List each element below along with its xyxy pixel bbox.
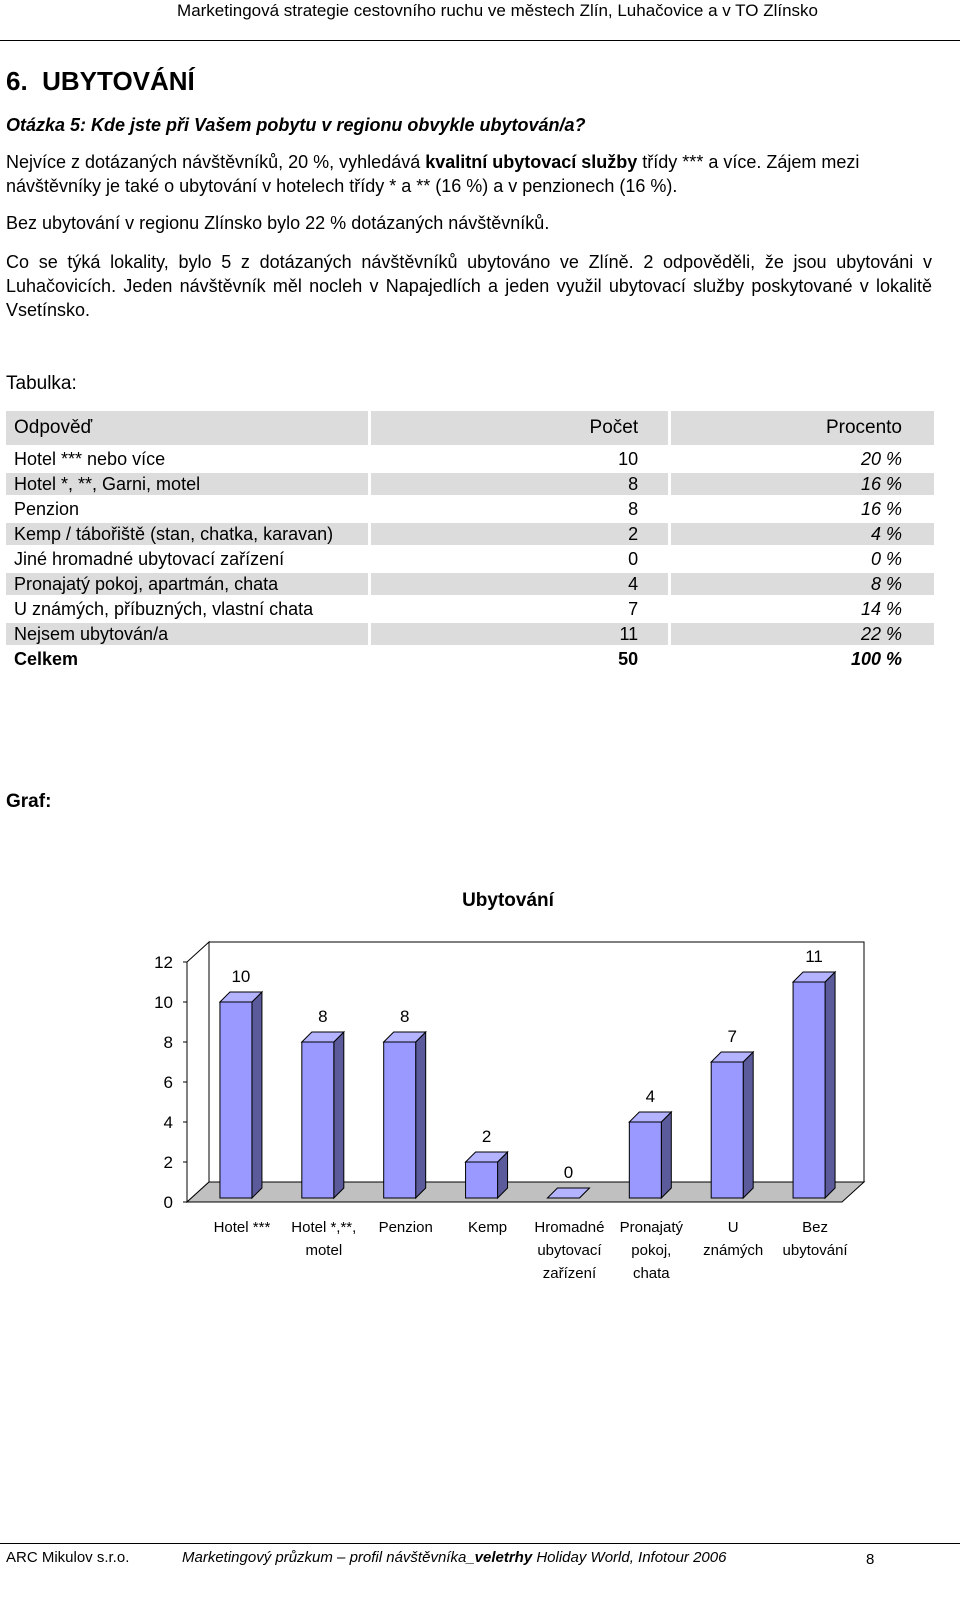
percent-cell: 16 % xyxy=(671,498,934,520)
table-row xyxy=(6,448,934,470)
x-tick-label: Hotel *,**, motel xyxy=(291,1219,357,1259)
count-cell: 2 xyxy=(371,523,668,545)
page-number: 8 xyxy=(866,1551,875,1568)
bar-side xyxy=(334,1032,344,1198)
column-header-answer: Odpověď xyxy=(6,411,368,445)
bar xyxy=(384,1042,416,1198)
answer-cell: U známých, příbuzných, vlastní chata xyxy=(6,598,368,620)
chart-floor xyxy=(187,1182,864,1202)
page-header xyxy=(0,0,960,41)
accommodation-bar-chart xyxy=(0,870,960,1310)
bar-side xyxy=(416,1032,426,1198)
table-row xyxy=(6,473,934,495)
bar xyxy=(302,1042,334,1198)
y-tick-label: 8 xyxy=(163,1033,173,1052)
survey-question: Otázka 5: Kde jste při Vašem pobytu v regionu obvykle ubytován/a? xyxy=(6,115,586,135)
count-cell: 10 xyxy=(371,448,668,470)
bar-side xyxy=(252,992,262,1198)
percent-cell: 4 % xyxy=(671,523,934,545)
x-tick-label: Bez ubytování xyxy=(782,1219,848,1259)
chart-label: Graf: xyxy=(6,791,52,812)
count-cell: 4 xyxy=(371,573,668,595)
table-row xyxy=(6,623,934,645)
data-label: 8 xyxy=(399,1007,410,1026)
bar xyxy=(466,1162,498,1198)
count-cell: 0 xyxy=(371,548,668,570)
y-tick-label: 6 xyxy=(163,1073,173,1092)
x-tick-label: Hotel *** xyxy=(213,1219,271,1236)
footer-title-emphasis: _veletrhy xyxy=(466,1549,533,1566)
paragraph-1-emphasis: kvalitní ubytovací služby xyxy=(425,152,638,172)
x-tick-label: Kemp xyxy=(467,1219,508,1236)
y-tick-label: 0 xyxy=(163,1193,173,1212)
paragraph-3: Co se týká lokality, bylo 5 z dotázaných návštěvníků ubytováno ve Zlíně. 2 odpověděli, že jsou ubytováni v Luhačovicích. Jeden návštěvník měl nocleh v Napajedlích a jeden využil ubytovací služby poskytované v lokalitě Vsetínsko. xyxy=(6,252,932,320)
total-percent-cell: 100 % xyxy=(671,648,934,670)
y-tick-label: 10 xyxy=(154,993,173,1012)
total-count-cell: 50 xyxy=(371,648,668,670)
answer-cell: Kemp / tábořiště (stan, chatka, karavan) xyxy=(6,523,368,545)
bar xyxy=(711,1062,743,1198)
answer-cell: Penzion xyxy=(6,498,368,520)
x-tick-label: Penzion xyxy=(378,1219,433,1236)
data-label: 8 xyxy=(318,1007,328,1026)
chart-container xyxy=(0,870,960,1310)
data-label: 10 xyxy=(231,967,251,986)
paragraph-1 xyxy=(6,150,932,198)
bar xyxy=(793,982,825,1198)
bar-side xyxy=(825,972,835,1198)
x-tick-label: Pronajatý pokoj, chata xyxy=(619,1219,683,1282)
page-footer xyxy=(0,1543,960,1608)
percent-cell: 16 % xyxy=(671,473,934,495)
y-tick-label: 2 xyxy=(163,1153,173,1172)
data-label: 0 xyxy=(563,1163,574,1182)
y-tick-label: 4 xyxy=(163,1113,173,1132)
table-row xyxy=(6,523,934,545)
data-label: 11 xyxy=(805,947,823,966)
answers-table xyxy=(3,408,937,673)
bar-side xyxy=(661,1112,671,1198)
count-cell: 8 xyxy=(371,473,668,495)
answer-cell: Hotel *** nebo více xyxy=(6,448,368,470)
table-row xyxy=(6,548,934,570)
percent-cell: 14 % xyxy=(671,598,934,620)
footer-company: ARC Mikulov s.r.o. xyxy=(6,1549,130,1566)
paragraph-1-start: Nejvíce z dotázaných návštěvníků, 20 %, vyhledává xyxy=(6,152,426,172)
table-row xyxy=(6,498,934,520)
y-tick-label: 12 xyxy=(154,953,173,972)
x-tick-label: U známých xyxy=(703,1219,764,1259)
data-label: 2 xyxy=(481,1127,492,1146)
table-row xyxy=(6,598,934,620)
percent-cell: 0 % xyxy=(671,548,934,570)
footer-title xyxy=(182,1548,726,1568)
chart-side-wall xyxy=(187,942,209,1202)
table-label: Tabulka: xyxy=(6,373,77,394)
header-title: Marketingová strategie cestovního ruchu ve městech Zlín, Luhačovice a v TO Zlínsko xyxy=(177,1,818,20)
section-heading: 6. UBYTOVÁNÍ xyxy=(6,66,195,96)
paragraph-2: Bez ubytování v regionu Zlínsko bylo 22 % dotázaných návštěvníků. xyxy=(6,213,550,233)
answer-cell: Hotel *, **, Garni, motel xyxy=(6,473,368,495)
column-header-count: Počet xyxy=(371,411,668,445)
data-label: 7 xyxy=(727,1027,737,1046)
count-cell: 8 xyxy=(371,498,668,520)
total-label-cell: Celkem xyxy=(6,648,368,670)
table-row xyxy=(6,573,934,595)
footer-title-end: Holiday World, Infotour 2006 xyxy=(532,1549,727,1566)
answer-cell: Nejsem ubytován/a xyxy=(6,623,368,645)
count-cell: 11 xyxy=(371,623,668,645)
table-total-row xyxy=(6,648,934,670)
percent-cell: 8 % xyxy=(671,573,934,595)
percent-cell: 22 % xyxy=(671,623,934,645)
data-label: 4 xyxy=(645,1087,656,1106)
answer-cell: Jiné hromadné ubytovací zařízení xyxy=(6,548,368,570)
paragraph-1-end: třídy *** a více. Zájem mezi návštěvníky je také o ubytování v hotelech třídy * a ** (16 %) a v penzionech (16 %). xyxy=(6,152,860,196)
answer-cell: Pronajatý pokoj, apartmán, chata xyxy=(6,573,368,595)
bar xyxy=(220,1002,252,1198)
column-header-percent: Procento xyxy=(671,411,934,445)
bar xyxy=(629,1122,661,1198)
footer-title-start: Marketingový průzkum – profil návštěvníka xyxy=(182,1549,467,1566)
chart-title: Ubytování xyxy=(462,890,554,911)
x-tick-label: Hromadné ubytovací zařízení xyxy=(534,1219,605,1282)
bar-side xyxy=(743,1052,753,1198)
percent-cell: 20 % xyxy=(671,448,934,470)
count-cell: 7 xyxy=(371,598,668,620)
